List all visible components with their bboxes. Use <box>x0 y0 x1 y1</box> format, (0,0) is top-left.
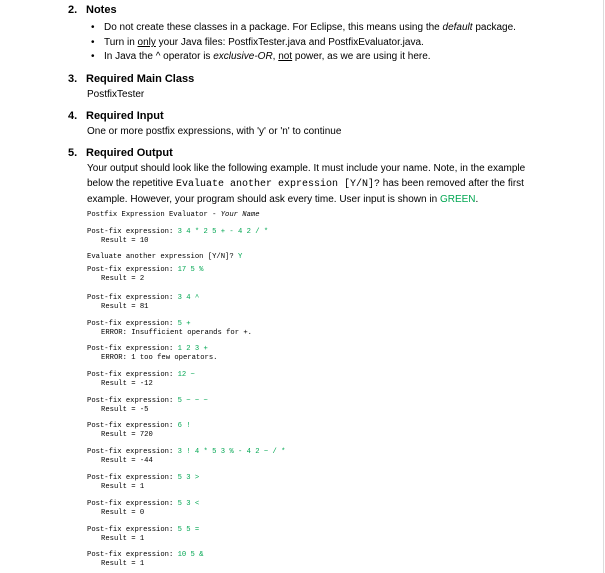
sample-user-input: 5 3 > <box>177 474 200 482</box>
main-class-name: PostfixTester <box>87 89 145 100</box>
sample-block <box>87 526 199 544</box>
inline-code: Evaluate another expression [Y/N]? <box>175 179 380 191</box>
sample-prompt: Post-fix expression: <box>87 320 178 328</box>
sample-block <box>87 474 199 492</box>
sample-prompt-line <box>87 397 208 406</box>
section-number: 2. <box>68 4 78 16</box>
again-user-input: Y <box>237 253 243 261</box>
note-3 <box>104 51 431 62</box>
sample-user-input: 3 ! 4 * 5 3 % - 4 2 ~ / * <box>177 448 286 456</box>
sample-block <box>87 500 199 518</box>
sample-block <box>87 397 208 415</box>
sample-result: Result = 1 <box>101 560 145 568</box>
sample-user-input: 3 4 ^ <box>177 294 200 302</box>
sample-prompt: Post-fix expression: <box>87 371 178 379</box>
sample-prompt-line <box>87 448 285 457</box>
section-number: 4. <box>68 110 78 122</box>
note-text: Do not create these classes in a package. For Eclipse, this means using the <box>104 22 443 33</box>
note-text: Turn in <box>104 37 138 48</box>
note-2 <box>104 37 424 48</box>
paragraph-line: Your output should look like the following example. It must include your name. Note, in the example <box>87 163 526 174</box>
sample-prompt-line <box>87 526 199 535</box>
sample-user-input: 5 ~ ~ ~ <box>177 397 208 405</box>
note-text: , <box>272 51 279 62</box>
section-notes-heading <box>68 4 117 16</box>
section-input-heading <box>68 110 164 122</box>
sample-result: Result = -5 <box>101 406 149 414</box>
bullet-dot: • <box>91 22 95 33</box>
sample-block <box>87 371 195 389</box>
sample-prompt: Post-fix expression: <box>87 474 178 482</box>
sample-prompt: Post-fix expression: <box>87 500 178 508</box>
sample-prompt-line <box>87 371 195 380</box>
sample-block <box>87 266 203 284</box>
sample-block <box>87 320 252 338</box>
sample-user-input: 6 ! <box>177 422 191 430</box>
section-title: Required Input <box>86 110 164 122</box>
paragraph-text: below the repetitive <box>87 178 176 190</box>
sample-prompt-line <box>87 551 203 560</box>
sample-block <box>87 345 217 363</box>
note-text: package. <box>472 22 516 33</box>
sample-prompt: Post-fix expression: <box>87 551 178 559</box>
sample-block <box>87 448 285 466</box>
sample-result: Result = 2 <box>101 275 145 283</box>
green-keyword: GREEN <box>439 194 476 206</box>
sample-user-input: 5 + <box>177 320 191 328</box>
sample-prompt-line <box>87 320 252 329</box>
output-paragraph <box>87 161 557 208</box>
section-number: 5. <box>68 147 78 159</box>
section-title: Required Output <box>86 147 173 159</box>
section-title: Notes <box>86 4 117 16</box>
note-text: your Java files: PostfixTester.java and PostfixEvaluator.java. <box>155 37 424 48</box>
sample-prompt: Post-fix expression: <box>87 448 178 456</box>
paragraph-text: example. However, your program should ask every time. User input is shown in <box>87 194 440 206</box>
sample-result: Result = 10 <box>101 237 149 245</box>
sample-prompt: Post-fix expression: <box>87 228 178 236</box>
sample-user-input: 1 2 3 + <box>177 345 208 353</box>
section-main-class-heading <box>68 73 194 85</box>
input-description: One or more postfix expressions, with 'y' or 'n' to continue <box>87 126 342 137</box>
sample-block <box>87 551 203 569</box>
note-emphasis: exclusive-OR <box>213 51 273 62</box>
sample-again-prompt <box>87 253 242 262</box>
sample-result: ERROR: 1 too few operators. <box>101 354 218 362</box>
paragraph-text: . <box>475 194 479 206</box>
sample-prompt-line <box>87 474 199 483</box>
section-number: 3. <box>68 73 78 85</box>
sample-prompt-line <box>87 500 199 509</box>
sample-header-text: Postfix Expression Evaluator - <box>87 211 221 219</box>
paragraph-line <box>87 176 557 192</box>
sample-prompt: Post-fix expression: <box>87 397 178 405</box>
sample-result: Result = -44 <box>101 457 153 465</box>
bullet-dot: • <box>91 37 95 48</box>
sample-prompt-line <box>87 345 217 354</box>
paragraph-text: has been removed after the first <box>380 178 524 190</box>
note-emphasis: default <box>442 22 473 33</box>
note-1 <box>104 22 516 33</box>
sample-result: Result = 720 <box>101 431 153 439</box>
section-output-heading <box>68 147 173 159</box>
section-title: Required Main Class <box>86 73 195 85</box>
again-text: Evaluate another expression [Y/N]? <box>87 253 238 261</box>
sample-result: ERROR: Insufficient operands for +. <box>101 329 252 337</box>
sample-user-input: 10 5 & <box>177 551 204 559</box>
sample-prompt: Post-fix expression: <box>87 422 178 430</box>
sample-prompt: Post-fix expression: <box>87 266 178 274</box>
sample-result: Result = 81 <box>101 303 149 311</box>
page-edge <box>603 0 604 573</box>
sample-block <box>87 294 199 312</box>
sample-block <box>87 422 191 440</box>
sample-prompt-line <box>87 422 191 431</box>
note-text: power, as we are using it here. <box>292 51 431 62</box>
sample-prompt: Post-fix expression: <box>87 345 178 353</box>
sample-result: Result = 1 <box>101 535 145 543</box>
sample-prompt: Post-fix expression: <box>87 526 178 534</box>
sample-user-input: 17 5 % <box>177 266 204 274</box>
bullet-dot: • <box>91 51 95 62</box>
sample-prompt-line <box>87 266 203 275</box>
sample-result: Result = -12 <box>101 380 153 388</box>
sample-name-placeholder: Your Name <box>220 211 260 219</box>
paragraph-line <box>87 192 557 207</box>
note-text: In Java the ^ operator is <box>104 51 214 62</box>
sample-result: Result = 0 <box>101 509 145 517</box>
sample-user-input: 3 4 * 2 5 + - 4 2 / * <box>177 228 269 236</box>
note-underline: only <box>137 37 156 48</box>
sample-user-input: 5 3 < <box>177 500 200 508</box>
sample-block <box>87 228 268 246</box>
sample-header <box>87 211 260 220</box>
sample-result: Result = 1 <box>101 483 145 491</box>
sample-prompt-line <box>87 228 268 237</box>
sample-user-input: 12 ~ <box>177 371 195 379</box>
note-underline: not <box>278 51 293 62</box>
sample-prompt: Post-fix expression: <box>87 294 178 302</box>
sample-prompt-line <box>87 294 199 303</box>
sample-user-input: 5 5 = <box>177 526 200 534</box>
